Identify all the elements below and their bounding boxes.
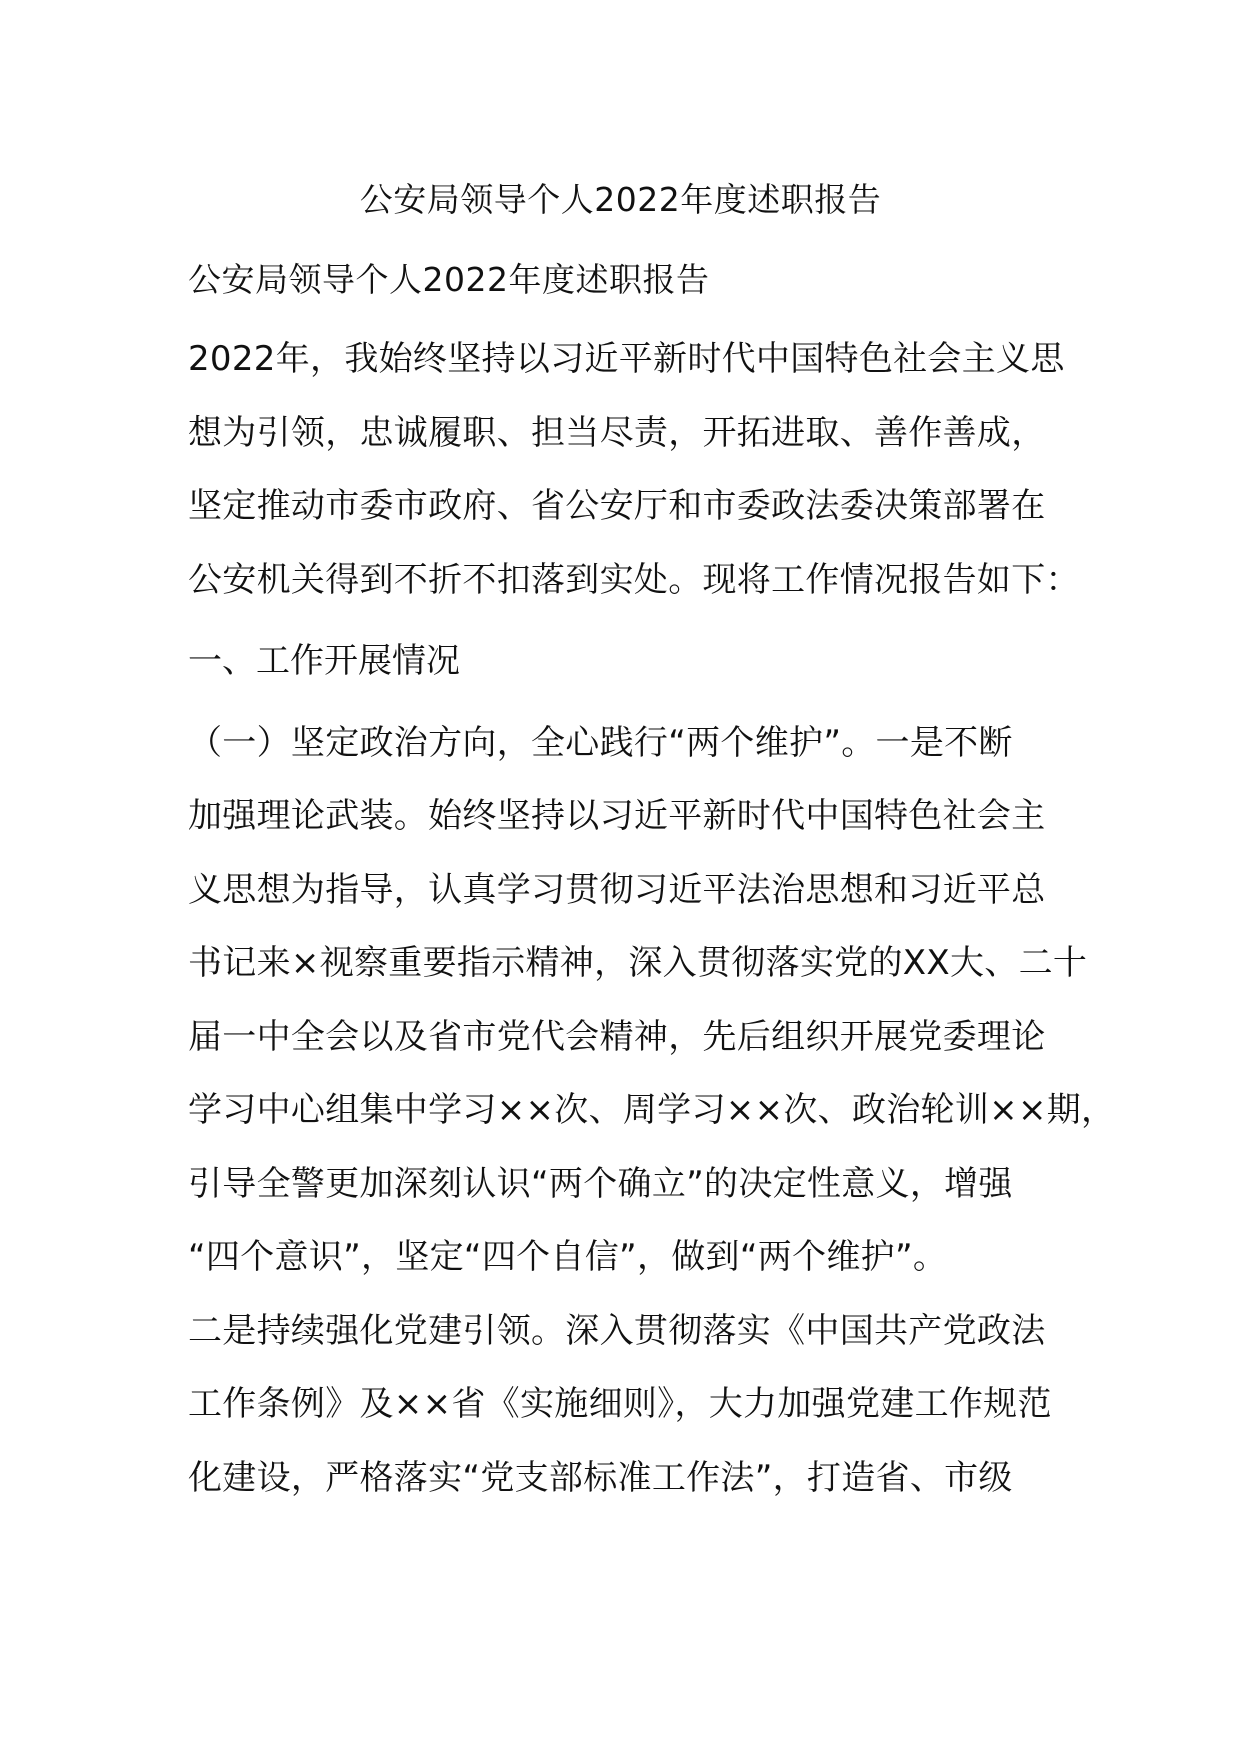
paragraph-line: 加强理论武装。始终坚持以习近平新时代中国特色社会主	[188, 796, 1046, 836]
document-subtitle: 公安局领导个人2022年度述职报告	[188, 260, 710, 299]
paragraph-line: 引导全警更加深刻认识“两个确立”的决定性意义，增强	[188, 1163, 1013, 1204]
document-content	[188, 165, 1116, 1523]
paragraph-line: “四个意识”，坚定“四个自信”，做到“两个维护”。	[188, 1237, 948, 1277]
paragraph-line: 想为引领，忠诚履职、担当尽责，开拓进取、善作善成，	[188, 412, 1046, 453]
paragraph-line: 学习中心组集中学习××次、周学习××次、政治轮训××期，	[188, 1090, 1116, 1130]
paragraph-line: 二是持续强化党建引领。深入贯彻落实《中国共产党政法	[188, 1310, 1046, 1351]
body-paragraph	[188, 707, 1116, 1516]
intro-paragraph	[188, 323, 1080, 617]
paragraph-line: 书记来×视察重要指示精神，深入贯彻落实党的XX大、二十	[188, 943, 1088, 983]
paragraph-line: 工作条例》及××省《实施细则》，大力加强党建工作规范	[188, 1384, 1052, 1424]
paragraph-line: （一）坚定政治方向，全心践行“两个维护”。一是不断	[188, 722, 1013, 763]
paragraph-line: 公安机关得到不折不扣落到实处。现将工作情况报告如下：	[188, 559, 1080, 600]
document-title: 公安局领导个人2022年度述职报告	[359, 180, 882, 219]
paragraph-line: 义思想为指导，认真学习贯彻习近平法治思想和习近平总	[188, 869, 1046, 910]
paragraph-line: 坚定推动市委市政府、省公安厅和市委政法委决策部署在	[188, 486, 1046, 526]
paragraph-line: 届一中全会以及省市党代会精神，先后组织开展党委理论	[188, 1016, 1046, 1057]
paragraph-line: 2022年，我始终坚持以习近平新时代中国特色社会主义思	[188, 339, 1065, 379]
paragraph-line: 化建设，严格落实“党支部标准工作法”，打造省、市级	[188, 1457, 1013, 1498]
section-heading: 一、工作开展情况	[188, 641, 460, 681]
